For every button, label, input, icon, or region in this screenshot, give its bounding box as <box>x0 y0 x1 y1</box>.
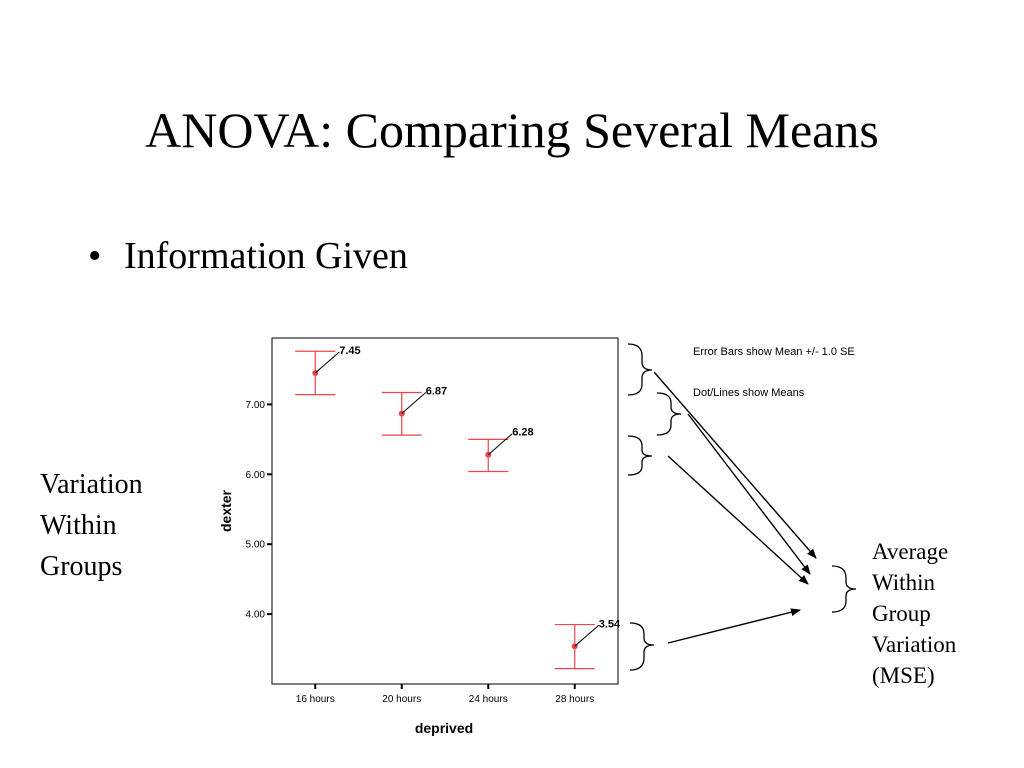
x-tick-label: 16 hours <box>295 694 335 705</box>
right-note-line: Within <box>872 570 935 595</box>
x-axis <box>296 684 594 705</box>
mean-leader-line <box>575 625 599 646</box>
y-tick-label: 5.00 <box>245 539 265 551</box>
mean-leader-line <box>315 352 339 373</box>
x-tick-label: 24 hours <box>468 694 508 705</box>
x-axis-title: deprived <box>414 720 474 736</box>
arrow-3 <box>668 456 808 584</box>
x-tick-label: 20 hours <box>382 694 422 705</box>
y-tick-label: 6.00 <box>245 469 265 481</box>
left-note-line: Groups <box>40 551 123 582</box>
left-note-line: Within <box>40 510 117 541</box>
brace-mse <box>832 566 856 612</box>
data-marks <box>295 345 621 669</box>
brace-bar-3 <box>628 436 652 475</box>
x-tick-label: 28 hours <box>555 694 595 705</box>
arrow-2 <box>688 414 810 574</box>
right-note-line: Variation <box>872 632 957 657</box>
brace-bar-1 <box>628 344 652 395</box>
error-bars-note: Error Bars show Mean +/- 1.0 SE <box>693 346 855 358</box>
y-axis-title: dexter <box>218 489 234 533</box>
y-tick-label: 4.00 <box>245 609 265 621</box>
bullet-text: Information Given <box>124 235 408 277</box>
slide-title: ANOVA: Comparing Several Means <box>145 102 879 158</box>
y-tick-label: 7.00 <box>245 399 265 411</box>
mean-data-label: 3.54 <box>598 618 621 631</box>
right-note-line: Group <box>872 601 931 626</box>
mean-data-label: 6.28 <box>512 426 534 439</box>
mean-leader-line <box>488 434 512 455</box>
y-axis <box>246 400 272 621</box>
dot-lines-note: Dot/Lines show Means <box>693 387 805 399</box>
right-note-line: (MSE) <box>872 663 935 688</box>
left-note-line: Variation <box>40 469 143 500</box>
right-note-line: Average <box>872 539 949 564</box>
bullet-dot: • <box>88 235 102 277</box>
mean-leader-line <box>402 392 426 413</box>
brace-bar-4 <box>630 623 654 670</box>
mean-data-label: 6.87 <box>425 385 448 398</box>
mean-data-label: 7.45 <box>339 344 361 357</box>
arrow-4 <box>668 610 800 643</box>
